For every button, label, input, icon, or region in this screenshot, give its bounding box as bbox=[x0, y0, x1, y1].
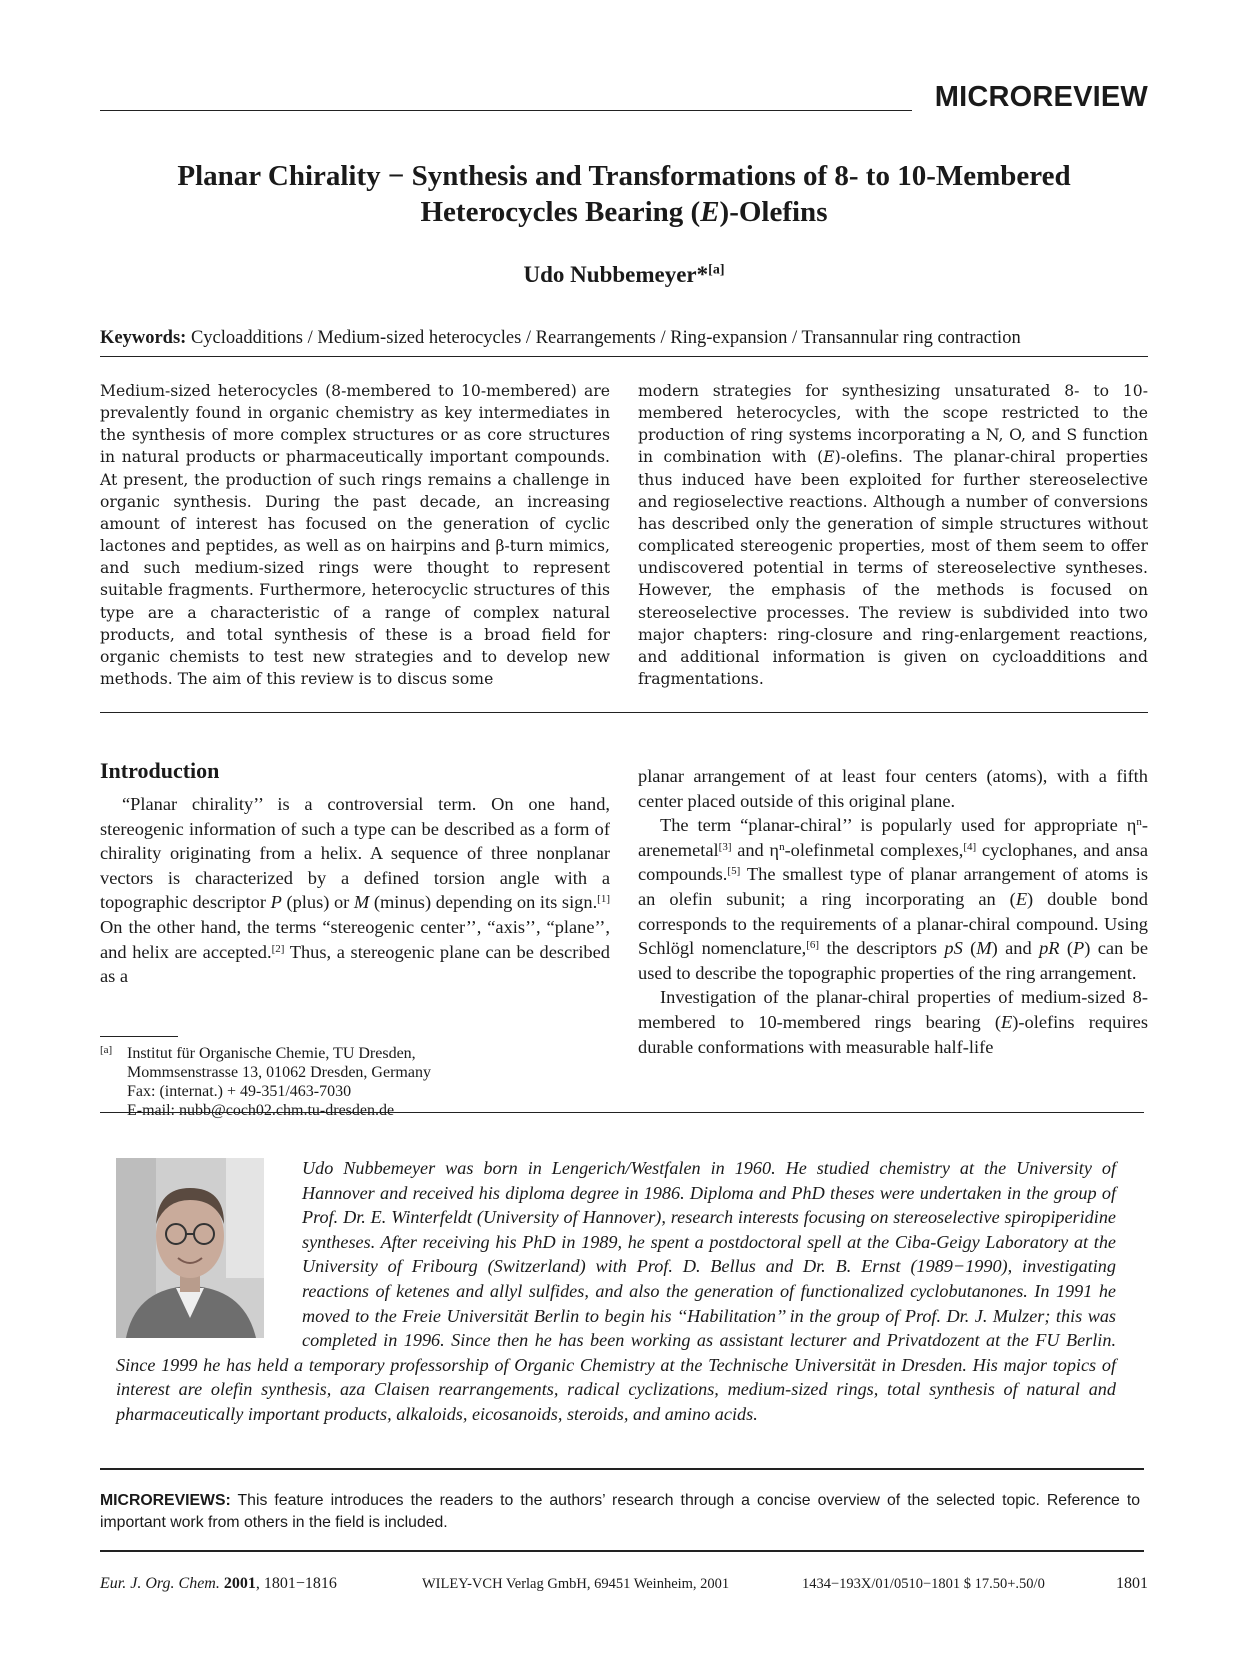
descriptor-ps: pS bbox=[944, 938, 963, 959]
citation-2: [2] bbox=[271, 942, 285, 955]
citation-3: [3] bbox=[718, 840, 732, 853]
descriptor-e: E bbox=[1015, 888, 1028, 909]
footer-year: 2001 bbox=[223, 1575, 256, 1592]
citation-1: [1] bbox=[597, 893, 610, 906]
abstract-rule bbox=[100, 712, 1148, 713]
footer-citation bbox=[100, 1575, 337, 1593]
intro-right-column bbox=[638, 764, 1148, 1059]
title-line-2-pre: Heterocycles Bearing ( bbox=[420, 196, 701, 228]
keywords-rule bbox=[100, 356, 1148, 357]
text-run: ) can be used to describe the topographic properties of the ring arrangement. bbox=[638, 938, 1149, 983]
footnote-rule bbox=[100, 1036, 178, 1037]
footer-journal: Eur. J. Org. Chem. bbox=[100, 1575, 220, 1592]
page-header bbox=[100, 74, 1148, 114]
descriptor-pr: pR bbox=[1039, 938, 1060, 959]
header-rule bbox=[100, 110, 912, 111]
microreviews-text: This feature introduces the readers to the authors’ research through a concise overview of the selected topic. Reference to important work from others in the field is included. bbox=[100, 1492, 1140, 1531]
superscript-n: n bbox=[1136, 816, 1142, 829]
intro-paragraph-1 bbox=[100, 792, 610, 989]
footer-page-number: 1801 bbox=[1116, 1575, 1148, 1592]
text-run: )-olefins requires durable conformations with measurable half-life bbox=[638, 1011, 1148, 1057]
affiliation-footnote bbox=[100, 1044, 610, 1120]
descriptor-p: P bbox=[270, 892, 282, 913]
footer-publisher: WILEY-VCH Verlag GmbH, 69451 Weinheim, 2001 bbox=[422, 1576, 730, 1592]
keywords bbox=[100, 328, 1148, 349]
title-line-2-post: )-Olefins bbox=[719, 196, 828, 228]
intro-paragraph-3 bbox=[638, 985, 1148, 1059]
intro-left-column bbox=[100, 792, 610, 989]
author-name: Udo Nubbemeyer* bbox=[523, 262, 709, 287]
footer-pages: , 1801−1816 bbox=[255, 1575, 337, 1592]
keywords-text: Cycloadditions / Medium-sized heterocycles / Rearrangements / Ring-expansion / Transannular ring contraction bbox=[190, 328, 1021, 348]
footnote-email: E-mail: nubb@coch02.chm.tu-dresden.de bbox=[127, 1102, 395, 1119]
microreviews-note bbox=[100, 1490, 1140, 1534]
text-run: cyclophanes, and ansa compounds. bbox=[638, 839, 1148, 885]
citation-5: [5] bbox=[727, 865, 741, 878]
descriptor-m: M bbox=[353, 892, 370, 913]
text-run: (plus) or bbox=[281, 892, 354, 913]
text-run: ( bbox=[1059, 938, 1074, 959]
text-run: (minus) depending on its sign. bbox=[369, 892, 598, 913]
citation-4: [4] bbox=[963, 840, 977, 853]
abstract-right-pre: modern strategies for synthesizing unsaturated 8- to 10-membered heterocycles, with the scope restricted to the production of ring systems incorporating a N, O, and S function in combination with ( bbox=[638, 382, 1148, 467]
text-run: Thus, a stereogenic plane can be described as a bbox=[100, 941, 610, 987]
footnote-institute: Institut für Organische Chemie, TU Dresden, bbox=[127, 1045, 416, 1062]
title-line-2-italic: E bbox=[700, 196, 720, 228]
intro-paragraph-continued: planar arrangement of at least four centers (atoms), with a fifth center placed outside of this original plane. bbox=[638, 766, 1148, 811]
text-run: -olefinmetal complexes, bbox=[784, 839, 964, 860]
descriptor-m: M bbox=[976, 938, 992, 959]
descriptor-e: E bbox=[1001, 1011, 1013, 1032]
author-biography bbox=[100, 1134, 1140, 1444]
microreviews-label: MICROREVIEWS: bbox=[100, 1492, 231, 1509]
text-run: the descriptors bbox=[819, 938, 945, 959]
page-footer bbox=[100, 1575, 1148, 1599]
abstract-right bbox=[638, 380, 1148, 690]
citation-6: [6] bbox=[806, 939, 820, 952]
intro-paragraph-2 bbox=[638, 813, 1148, 985]
text-run: ( bbox=[962, 938, 977, 959]
keywords-label: Keywords: bbox=[100, 328, 187, 348]
text-run: “Planar chirality’’ is a controversial term. On one hand, stereogenic information of such a type can be described as a form of chirality originating from a helix. A sequence of three nonplanar vectors is characterized by a defined torsion angle with a topographic descriptor bbox=[100, 794, 610, 913]
title-line-1: Planar Chirality − Synthesis and Transformations of 8- to 10-Membered bbox=[177, 160, 1071, 192]
author bbox=[100, 262, 1148, 288]
text-run: On the other hand, the terms “stereogenic center’’, “axis’’, “plane’’, and helix are accepted. bbox=[100, 916, 610, 962]
footnote-address: Mommsenstrasse 13, 01062 Dresden, Germany bbox=[127, 1064, 431, 1081]
text-run: ) double bond corresponds to the requirements of a planar-chiral compound. Using Schlögl nomenclature, bbox=[638, 888, 1148, 959]
footer-issn: 1434−193X/01/0510−1801 $ 17.50+.50/0 bbox=[802, 1576, 1045, 1592]
article-title bbox=[100, 158, 1148, 230]
footnote-fax: Fax: (internat.) + 49-351/463-7030 bbox=[127, 1083, 352, 1100]
superscript-n: n bbox=[779, 840, 785, 853]
intro-heading: Introduction bbox=[100, 758, 220, 783]
text-run: ) and bbox=[991, 938, 1040, 959]
biography-text bbox=[116, 1156, 1116, 1427]
footnote-mark: [a] bbox=[100, 1044, 113, 1056]
title-line-2 bbox=[100, 194, 1148, 230]
biography-body: Udo Nubbemeyer was born in Lengerich/Westfalen in 1960. He studied chemistry at the University of Hannover and received his diploma degree in 1986. Diploma and PhD theses were undertaken in the group of Prof. Dr. E. Winterfeldt (University of Hannover), research interests focusing on stereoselective spiropiperidine syntheses. After receiving his PhD in 1989, he spent a postdoctoral spell at the Ciba-Geigy Laboratory at the University of Fribourg (Switzerland) with Prof. D. Bellus and Dr. B. Ernst (1989−1990), investigating reactions of ketenes and allyl sulfides, and also the generation of functionalized cyclobutanones. In 1991 he moved to the Freie Universität Berlin to begin his ‘‘Habilitation’’ in the group of Prof. Dr. J. Mulzer; this was completed in 1996. Since then he has been working as assistant lecturer and Privatdozent at the FU Berlin. Since 1999 he has held a temporary professorship of Organic Chemistry at the Technische Universität in Dresden. His major topics of interest are olefin synthesis, aza Claisen rearrangements, radical cyclizations, medium-sized rings, total synthesis of natural and pharmaceutically important products, alkaloids, eicosanoids, steroids, and amino acids. bbox=[116, 1158, 1116, 1424]
text-run: The smallest type of planar arrangement of atoms is an olefin subunit; a ring incorporating an ( bbox=[638, 864, 1148, 909]
bio-bottom-rule bbox=[100, 1468, 1144, 1470]
note-bottom-rule bbox=[100, 1550, 1144, 1552]
bio-top-rule bbox=[100, 1112, 1144, 1113]
text-run: Investigation of the planar-chiral properties of medium-sized 8-membered to 10-membered rings bearing ( bbox=[638, 987, 1148, 1032]
abstract-right-italic: E bbox=[823, 448, 835, 467]
abstract-left: Medium-sized heterocycles (8-membered to 10-membered) are prevalently found in organic chemistry as key intermediates in the synthesis of more complex structures or as core structures in natural products or pharmaceutically important compounds. At present, the production of such rings remains a challenge in organic synthesis. During the past decade, an increasing amount of interest has focused on the generation of cyclic lactones and peptides, as well as on hairpins and β-turn mimics, and such medium-sized rings were thought to represent suitable fragments. Furthermore, heterocyclic structures of this type are a characteristic of a range of complex natural products, and total synthesis of these is a broad field for organic chemists to test new strategies and to develop new methods. The aim of this review is to discus some bbox=[100, 382, 610, 689]
photo-spacer bbox=[116, 1156, 302, 1342]
text-run: The term “planar-chiral’’ is popularly used for appropriate η bbox=[660, 815, 1137, 836]
section-label: MICROREVIEW bbox=[934, 81, 1148, 113]
text-run: and η bbox=[731, 839, 780, 860]
descriptor-p: P bbox=[1073, 938, 1085, 959]
author-affiliation-mark: [a] bbox=[708, 262, 725, 278]
text-run: -arenemetal bbox=[638, 815, 1148, 860]
abstract-right-post: )-olefins. The planar-chiral properties thus induced have been exploited for further stereoselective and regioselective reactions. Although a number of conversions has described only the generation of simple structures without complicated stereogenic properties, most of them seem to offer undiscovered potential in terms of stereoselective syntheses. However, the emphasis of the methods is focused on stereoselective processes. The review is subdivided into two major chapters: ring-closure and ring-enlargement reactions, and additional information is given on cycloadditions and fragmentations. bbox=[638, 448, 1148, 689]
